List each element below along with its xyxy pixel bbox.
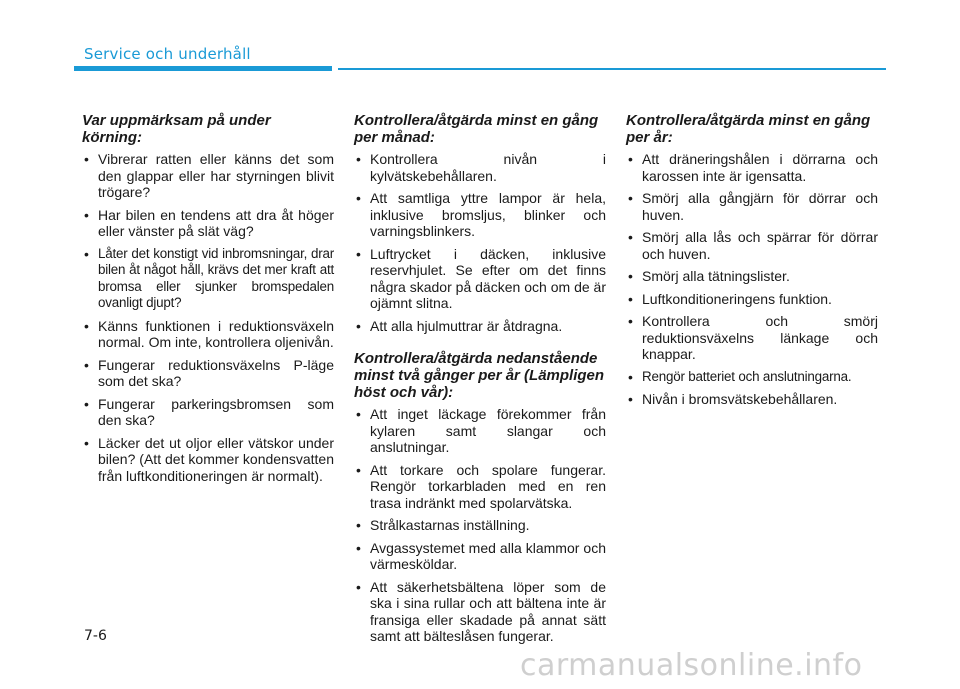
list-item-text: Rengör batteriet och anslutningarna. — [642, 368, 852, 384]
bullet-icon: • — [356, 461, 361, 478]
list-item-text: Låter det konstigt vid inbromsningar, drar bilen åt något håll, krävs det mer kraft att bromsa eller sjunker bromspedalen ovanligt djupt? — [98, 245, 334, 310]
checklist — [350, 406, 606, 645]
list-item — [622, 268, 878, 285]
list-item-text: Känns funktionen i reduktionsväxeln normal. Om inte, kontrollera oljenivån. — [98, 317, 334, 350]
column-3 — [622, 112, 878, 414]
section-heading: Kontrollera/åtgärda minst en gång per månad: — [354, 112, 599, 146]
list-item — [622, 369, 878, 386]
list-item-text: Strålkastarnas inställning. — [370, 517, 530, 533]
bullet-icon: • — [628, 268, 633, 284]
checklist — [622, 151, 878, 408]
list-item-text: Har bilen en tendens att dra åt höger eller vänster på slät väg? — [98, 206, 334, 239]
list-item — [78, 435, 334, 485]
list-item-text: Att torkare och spolare fungerar. Rengör torkarbladen med en ren trasa indränkt med spolarvätska. — [370, 461, 606, 511]
list-item — [350, 406, 606, 456]
section-monthly-checks — [350, 112, 606, 334]
section-heading: Kontrollera/åtgärda nedanstående minst två gånger per år (Lämpligen höst och vår): — [354, 350, 605, 401]
section-annual-checks — [622, 112, 878, 408]
bullet-icon: • — [84, 317, 89, 334]
list-item-text: Smörj alla gångjärn för dörrar och huven. — [642, 190, 878, 223]
bullet-icon: • — [628, 151, 633, 167]
list-item — [622, 391, 878, 408]
list-item — [622, 291, 878, 308]
bullet-icon: • — [356, 578, 361, 595]
bullet-icon: • — [84, 151, 89, 167]
column-2 — [350, 112, 606, 651]
section-title: Service och underhåll — [84, 45, 251, 63]
list-item-text: Vibrerar ratten eller känns det som den glappar eller har styrningen blivit trögare? — [98, 151, 334, 200]
checklist — [350, 151, 606, 334]
bullet-icon: • — [84, 245, 89, 262]
list-item — [622, 229, 878, 262]
list-item-text: Att alla hjulmuttrar är åtdragna. — [370, 317, 563, 334]
checklist — [78, 151, 334, 484]
bullet-icon: • — [628, 391, 633, 407]
list-item-text: Avgassystemet med alla klammor och värmesköldar. — [370, 539, 606, 572]
list-item — [350, 462, 606, 512]
bullet-icon: • — [628, 368, 633, 385]
list-item-text: Kontrollera och smörj reduktionsväxelns länkage och knappar. — [642, 313, 878, 362]
bullet-icon: • — [356, 517, 361, 533]
list-item-text: Kontrollera nivån i kylvätskebehållaren. — [370, 151, 606, 184]
header-accent-bar — [74, 66, 332, 71]
list-item-text: Att säkerhetsbältena löper som de ska i sina rullar och att bältena inte är fransiga eller skadade på annat sätt samt att bälteslåsen fungerar. — [370, 578, 606, 644]
bullet-icon: • — [356, 190, 361, 206]
column-1 — [78, 112, 334, 490]
bullet-icon: • — [356, 406, 361, 422]
section-heading: Kontrollera/åtgärda minst en gång per år: — [626, 112, 871, 146]
bullet-icon: • — [628, 190, 633, 206]
list-item — [350, 246, 606, 312]
bullet-icon: • — [628, 229, 633, 245]
list-item — [350, 190, 606, 240]
section-driving-checks — [78, 112, 334, 484]
list-item — [350, 151, 606, 184]
list-item — [78, 151, 334, 201]
bullet-icon: • — [356, 539, 361, 556]
list-item — [622, 151, 878, 184]
bullet-icon: • — [628, 290, 633, 307]
list-item-text: Luftrycket i däcken, inklusive reservhjulet. Se efter om det finns några skador på däcken och om de är ojämnt slitna. — [370, 245, 606, 311]
bullet-icon: • — [356, 317, 361, 334]
list-item — [350, 579, 606, 645]
bullet-icon: • — [84, 356, 89, 373]
list-item — [622, 190, 878, 223]
list-item — [78, 357, 334, 390]
list-item-text: Fungerar parkeringsbromsen som den ska? — [98, 395, 334, 428]
bullet-icon: • — [356, 245, 361, 262]
list-item-text: Luftkonditioneringens funktion. — [642, 290, 832, 307]
list-item-text: Att samtliga yttre lampor är hela, inklusive bromsljus, blinker och varningsblinkers. — [370, 190, 606, 239]
list-item-text: Nivån i bromsvätskebehållaren. — [642, 391, 838, 407]
header-rule — [338, 68, 886, 70]
watermark-text: carmanualsonline.info — [520, 648, 863, 683]
list-item — [78, 318, 334, 351]
bullet-icon: • — [628, 313, 633, 329]
section-heading: Var uppmärksam på under körning: — [82, 112, 271, 146]
list-item — [622, 313, 878, 363]
bullet-icon: • — [84, 395, 89, 412]
list-item-text: Smörj alla lås och spärrar för dörrar och huven. — [642, 229, 878, 262]
list-item — [78, 396, 334, 429]
list-item — [350, 318, 606, 335]
list-item — [350, 540, 606, 573]
list-item — [350, 517, 606, 534]
bullet-icon: • — [84, 206, 89, 223]
list-item-text: Läcker det ut oljor eller vätskor under bilen? (Att det kommer kondensvatten från luftkonditioneringen är normalt). — [98, 434, 334, 484]
list-item — [78, 207, 334, 240]
bullet-icon: • — [356, 151, 361, 167]
page-number: 7-6 — [84, 628, 107, 644]
section-biannual-checks — [350, 350, 606, 645]
list-item — [78, 246, 334, 312]
list-item-text: Fungerar reduktionsväxelns P-läge som det ska? — [98, 356, 334, 389]
bullet-icon: • — [84, 434, 89, 451]
list-item-text: Att inget läckage förekommer från kylaren samt slangar och anslutningar. — [370, 406, 606, 455]
list-item-text: Att dräneringshålen i dörrarna och karossen inte är igensatta. — [642, 151, 878, 184]
list-item-text: Smörj alla tätningslister. — [642, 268, 790, 284]
